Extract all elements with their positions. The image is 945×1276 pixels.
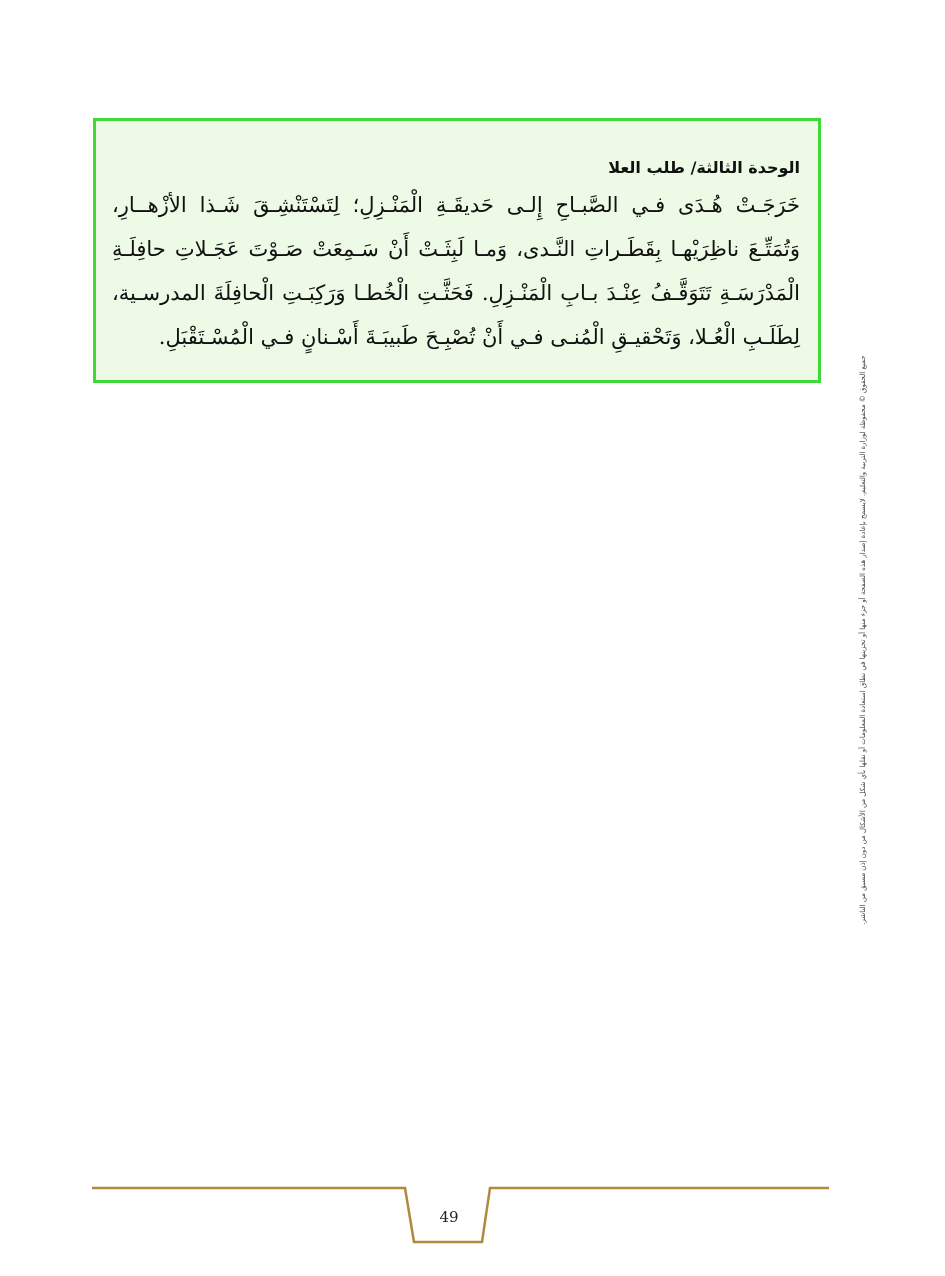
copyright-sidebar bbox=[856, 285, 870, 995]
unit-title: الوحدة الثالثة/ طلب العلا bbox=[608, 158, 800, 177]
page-number: 49 bbox=[439, 1208, 459, 1226]
passage-text: خَرَجَـتْ هُـدَى فـي الصَّبـاحِ إِلـى حَديقَـةِ الْمَنْـزِلِ؛ لِتَسْتَنْشِـقَ شَـذا الأزْهــارِ، وَتُمَتِّـعَ ناظِرَيْهـا بِقَطَـراتِ النَّـدى، وَمـا لَبِثَـتْ أَنْ سَـمِعَتْ صَـوْتَ عَجَـلاتِ حافِلَـةِ الْمَدْرَسَـةِ تَتَوَقَّـفُ عِنْـدَ بـابِ الْمَنْـزِلِ. فَحَثَّـتِ الْخُطـا وَرَكِبَـتِ الْحافِلَةَ المدرسـية، لِطَلَـبِ الْعُـلا، وَتَحْقيـقِ الْمُنـى فـي أَنْ تُصْبِـحَ طَبيبَـةَ أَسْـنانٍ فـي الْمُسْـتَقْبَلِ. bbox=[112, 193, 800, 349]
copyright-note: جميع الحقوق © محفوظة لوزارة التربية والتعليم. لايسمح بإعادة إصدار هذه الصفحة أو جزء منها أو تخزينها في نطاق استعادة المعلومات أو نقلها بأي شكل من الأشكال من دون إذن مسبق من الناشر. bbox=[859, 355, 867, 925]
passage-box bbox=[93, 118, 821, 383]
